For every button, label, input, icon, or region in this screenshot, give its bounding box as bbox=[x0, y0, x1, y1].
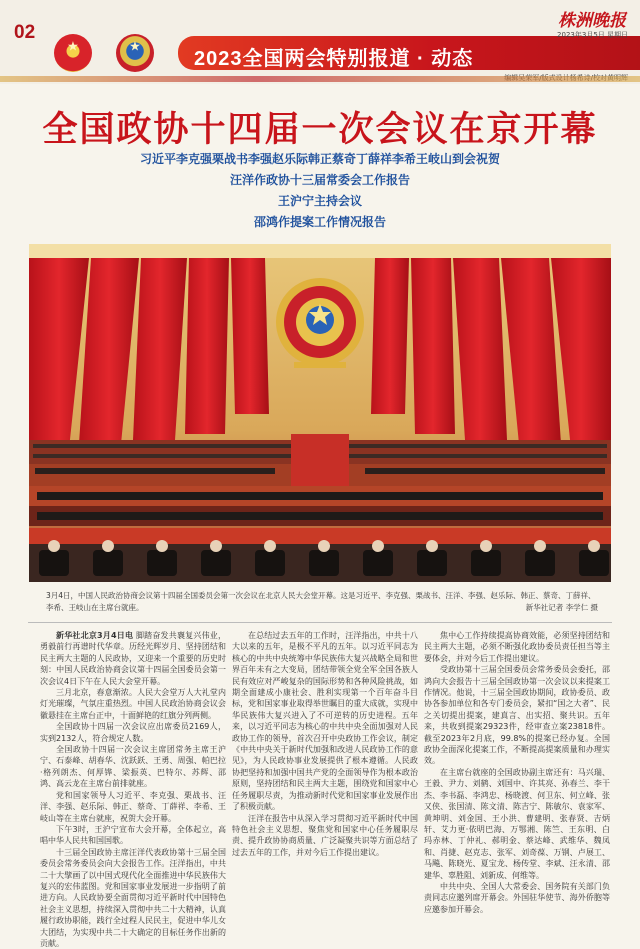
paragraph: 新华社北京3月4日电 脚踏奋发共襄复兴伟业，勇毅前行再谱时代华章。历经光辉岁月、坚持团结和民主两大主题的人民政协，又迎来一个重要的历史时刻：中国人民政治协商会议第十四届全国委员会第一次会议4日下午在人民大会堂开幕。 bbox=[40, 631, 226, 686]
newspaper-brand-logo: 株洲晚报 bbox=[558, 11, 626, 31]
paragraph: 全国政协十四届一次会议应出席委员2169人，实到2132人，符合规定人数。 bbox=[40, 722, 226, 743]
article-column-3 bbox=[424, 630, 610, 915]
section-banner bbox=[178, 36, 640, 70]
subhead-1: 习近平李克强栗战书李强赵乐际韩正蔡奇丁薛祥李希王岐山到会祝贺 bbox=[139, 152, 500, 166]
paragraph: 受政协第十三届全国委员会常务委员会委托，邵鸿向大会报告十三届全国政协第一次会议以来提案工作情况。他说，十三届全国政协期间，政协委员、政协各参加单位和各专门委员会，紧扣“国之大者”、民之关切提出提案，建真言、出实招、聚共识。五年来，共收到提案29323件，经审查立案23818件。截至2023年2月底，99.8%的提案已经办复。全国政协全面深化提案工作，不断提高提案质量和办理实效。 bbox=[424, 665, 610, 766]
assembly-hall-illustration bbox=[29, 244, 611, 582]
article-column-1 bbox=[40, 630, 226, 949]
article-headline: 全国政协十四届一次会议在京开幕 bbox=[42, 109, 598, 150]
paragraph: 在总结过去五年的工作时，汪洋指出，中共十八大以来的五年，是极不平凡的五年。以习近平同志为核心的中共中央统筹中华民族伟大复兴战略全局和世界百年未有之大变局，团结带领全党全军全国各族人民有效应对严峻复杂的国际形势和各种风险挑战，如期全面建成小康社会、胜利实现第一个百年奋斗目标，党和国家事业取得举世瞩目的重大成就，实现中华民族伟大复兴进入了不可逆转的历史进程。五年来，以习近平同志为核心的中共中央全面加强对人民政协工作的领导，首次召开中央政协工作会议，制定《中共中央关于新时代加强和改进人民政协工作的意见》，为人民政协事业发展提供了根本遵循。人民政协把坚持和加强中国共产党的全面领导作为根本政治原则，坚持团结和民主两大主题，围绕党和国家中心任务履职尽责，为推动新时代党和国家事业发展作出了积极贡献。 bbox=[232, 631, 418, 812]
paragraph: 党和国家领导人习近平、李克强、栗战书、汪洋、李强、赵乐际、韩正、蔡奇、丁薛祥、李希、王岐山等在主席台就座，祝贺大会开幕。 bbox=[40, 790, 226, 823]
paragraph: 中共中央、全国人大常委会、国务院有关部门负责同志应邀列席开幕会。外国驻华使节、海外侨胞等应邀参加开幕会。 bbox=[424, 881, 610, 914]
paragraph: 汪洋在报告中从深入学习贯彻习近平新时代中国特色社会主义思想、聚焦党和国家中心任务履职尽责、提升政协协商质量、广泛凝聚共识等方面总结了过去五年的工作，并对今后工作提出建议。 bbox=[232, 813, 418, 857]
decorative-band bbox=[0, 76, 640, 82]
paragraph: 下午3时，王沪宁宣布大会开幕，全体起立，高唱中华人民共和国国歌。 bbox=[40, 824, 226, 846]
photo-caption bbox=[46, 590, 598, 614]
news-photo bbox=[29, 244, 611, 582]
national-emblem-icon: ★ bbox=[54, 34, 92, 72]
subhead-2: 汪洋作政协十三届常委会工作报告 bbox=[229, 173, 410, 187]
cppcc-emblem-icon: ★ bbox=[116, 34, 154, 72]
divider bbox=[28, 622, 612, 623]
subhead-3: 王沪宁主持会议 bbox=[277, 194, 362, 208]
masthead bbox=[0, 0, 640, 84]
paragraph: 全国政协十四届一次会议主席团常务主席王沪宁、石泰峰、胡春华、沈跃跃、王勇、周强、帕巴拉·格列朗杰、何厚铧、梁振英、巴特尔、苏辉、邵鸿、高云龙在主席台前排就座。 bbox=[40, 745, 226, 789]
banner-title: 2023全国两会特别报道 · 动态 bbox=[194, 48, 474, 70]
photo-credit: 新华社记者 李学仁 摄 bbox=[525, 603, 598, 612]
article-column-2 bbox=[232, 630, 418, 858]
issue-date: 2023年3月5日 星期日 bbox=[557, 31, 628, 39]
paragraph: 焦中心工作持续提高协商效能，必须坚持团结和民主两大主题，必须不断强化政协委员责任担当等主要体会，并对今后工作提出建议。 bbox=[424, 631, 610, 663]
paragraph: 在主席台就座的全国政协副主席还有：马兴瑞、王毅、尹力、刘鹤、刘国中、许其亮、孙春兰、李干杰、李书磊、李鸿忠、杨晓渡、何卫东、何立峰、张又侠、张国清、陈文清、陈吉宁、陈敏尔、袁家军、黄坤明、刘金国、王小洪、曹建明、张春贤、吉炳轩、艾力更·依明巴海、万鄂湘、陈竺、王东明、白玛赤林、丁仲礼、郝明金、蔡达峰、武维华、魏凤和、肖捷、赵克志、张军、刘奇葆、万钢、卢展工、马飚、陈晓光、夏宝龙、杨传堂、李斌、汪永清、邵建华、辜胜阻、刘新成、何维等。 bbox=[424, 767, 610, 880]
page-number: 02 bbox=[14, 22, 36, 43]
paragraph: 三月北京，春意渐浓。人民大会堂万人大礼堂内灯光璀璨，气氛庄重热烈。中国人民政治协商会议会徽悬挂在主席台正中，十面鲜艳的红旗分列两侧。 bbox=[40, 688, 226, 720]
subhead-4: 邵鸿作提案工作情况报告 bbox=[253, 215, 386, 229]
caption-text: 3月4日，中国人民政治协商会议第十四届全国委员会第一次会议在北京人民大会堂开幕。这是习近平、李克强、栗战书、汪洋、李强、赵乐际、韩正、蔡奇、丁薛祥、李希、王岐山在主席台就座。 bbox=[46, 591, 596, 612]
paragraph: 十三届全国政协主席汪洋代表政协第十三届全国委员会常务委员会向大会报告工作。汪洋指出，中共二十大擘画了以中国式现代化全面推进中华民族伟大复兴的宏伟蓝图。党和国家事业发展进一步指明了前进方向。人民政协要全面贯彻习近平新时代中国特色社会主义思想，持续深入贯彻中共二十大精神，认真履行政协职能，践行全过程人民民主，促进中华儿女大团结，为实现中共二十大确定的目标任务作出新的贡献。 bbox=[40, 847, 226, 948]
lead-dateline: 新华社北京3月4日电 bbox=[56, 631, 134, 640]
